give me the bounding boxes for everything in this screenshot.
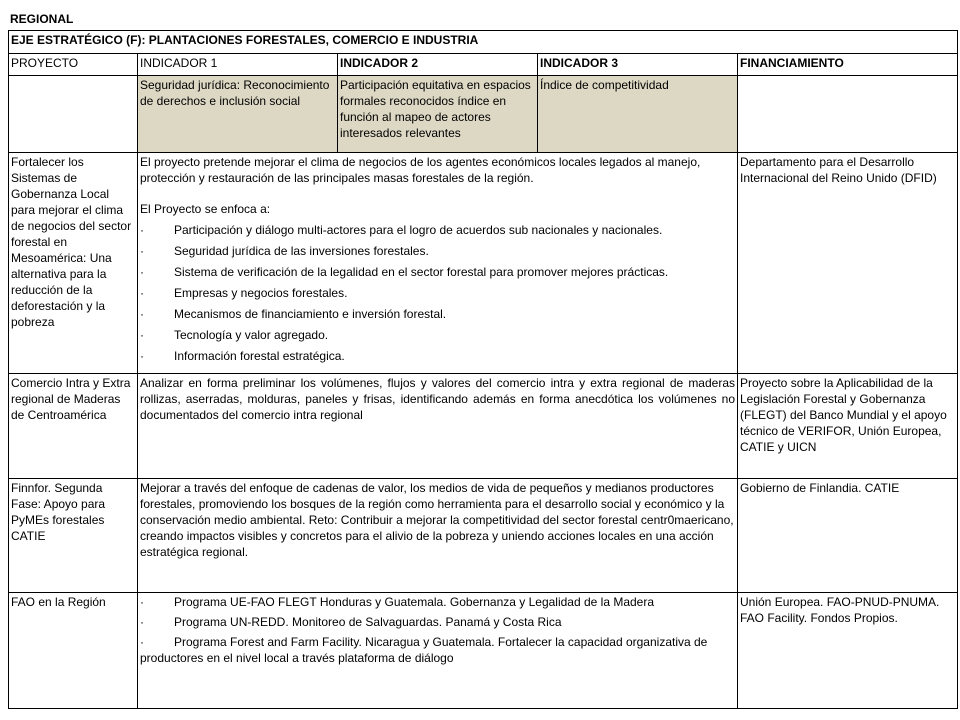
table-row — [9, 374, 958, 479]
list-item: · Participación y diálogo multi-actores para el logro de acuerdos sub nacionales y nacionales. — [140, 223, 663, 237]
indicators-row — [9, 76, 958, 153]
project-name: Finnfor. Segunda Fase: Apoyo para PyMEs forestales CATIE — [9, 479, 138, 593]
header-indicador-3: INDICADOR 3 — [538, 54, 738, 76]
indicators-funding-empty-cell — [738, 76, 958, 153]
table-row — [9, 593, 958, 709]
project-name: Fortalecer los Sistemas de Gobernanza Local para mejorar el clima de negocios del sector forestal en Mesoamérica: Una alternativa para la reducción de la deforestación y la pobreza — [9, 153, 138, 374]
project-funding: Unión Europea. FAO-PNUD-PNUMA. FAO Facility. Fondos Propios. — [738, 593, 958, 709]
list-item: · Tecnología y valor agregado. — [140, 328, 329, 342]
table-row — [9, 479, 958, 593]
header-indicador-2: INDICADOR 2 — [338, 54, 538, 76]
list-item: · Programa UE-FAO FLEGT Honduras y Guatemala. Gobernanza y Legalidad de la Madera — [140, 595, 655, 609]
header-proyecto: PROYECTO — [9, 54, 138, 76]
axis-title: EJE ESTRATÉGICO (F): PLANTACIONES FORESTALES, COMERCIO E INDUSTRIA — [9, 31, 958, 54]
project-description — [138, 593, 738, 709]
project-funding: Gobierno de Finlandia. CATIE — [738, 479, 958, 593]
list-item: · Mecanismos de financiamiento e inversión forestal. — [140, 307, 447, 321]
indicator-2-cell: Participación equitativa en espacios formales reconocidos índice en función al mapeo de actores interesados relevantes — [338, 76, 538, 153]
header-indicador-1: INDICADOR 1 — [138, 54, 338, 76]
list-item: · Empresas y negocios forestales. — [140, 286, 348, 300]
project-name: Comercio Intra y Extra regional de Maderas de Centroamérica — [9, 374, 138, 479]
project-name: FAO en la Región — [9, 593, 138, 709]
region-label: REGIONAL — [10, 12, 74, 26]
axis-title-row — [9, 31, 958, 54]
list-item: · Seguridad jurídica de las inversiones forestales. — [140, 244, 429, 258]
indicators-empty-cell — [9, 76, 138, 153]
project-funding: Proyecto sobre la Aplicabilidad de la Legislación Forestal y Gobernanza (FLEGT) del Banco Mundial y el apoyo técnico de VERIFOR, Unión Europea, CATIE y UICN — [738, 374, 958, 479]
header-row — [9, 54, 958, 76]
list-item: · Programa UN-REDD. Monitoreo de Salvaguardas. Panamá y Costa Rica — [140, 615, 562, 629]
header-financiamiento: FINANCIAMIENTO — [738, 54, 958, 76]
table-row — [9, 153, 958, 374]
strategy-table — [8, 30, 958, 709]
project-focus: El Proyecto se enfoca a: — [140, 202, 271, 216]
project-description: Mejorar a través del enfoque de cadenas de valor, los medios de vida de pequeños y medianos productores forestales, promoviendo los bosques de la región como herramienta para el desarrollo social y económico y la conservación medio ambiental. Reto: Contribuir a mejorar la competitividad del sector forestal centr0maericano, creando impactos visibles y concretos para el alivio de la pobreza y uniendo acciones locales en una acción estratégica regional. — [138, 479, 738, 593]
project-intro: El proyecto pretende mejorar el clima de negocios de los agentes económicos locales legados al manejo, protección y restauración de las principales masas forestales de la región. — [140, 155, 701, 185]
project-funding: Departamento para el Desarrollo Internacional del Reino Unido (DFID) — [738, 153, 958, 374]
project-description: Analizar en forma preliminar los volúmenes, flujos y valores del comercio intra y extra regional de maderas rollizas, aserradas, molduras, paneles y frisas, identificando además en forma anecdótica los volúmenes no documentados del comercio intra regional — [138, 374, 738, 479]
list-item: · Sistema de verificación de la legalidad en el sector forestal para promover mejores prácticas. — [140, 265, 669, 279]
list-item: · Información forestal estratégica. — [140, 349, 345, 363]
indicator-3-cell: Índice de competitividad — [538, 76, 738, 153]
indicator-1-cell: Seguridad jurídica: Reconocimiento de derechos e inclusión social — [138, 76, 338, 153]
project-description — [138, 153, 738, 374]
list-item: · Programa Forest and Farm Facility. Nicaragua y Guatemala. Fortalecer la capacidad organizativa de productores en el nivel local a través plataforma de diálogo — [140, 635, 708, 665]
